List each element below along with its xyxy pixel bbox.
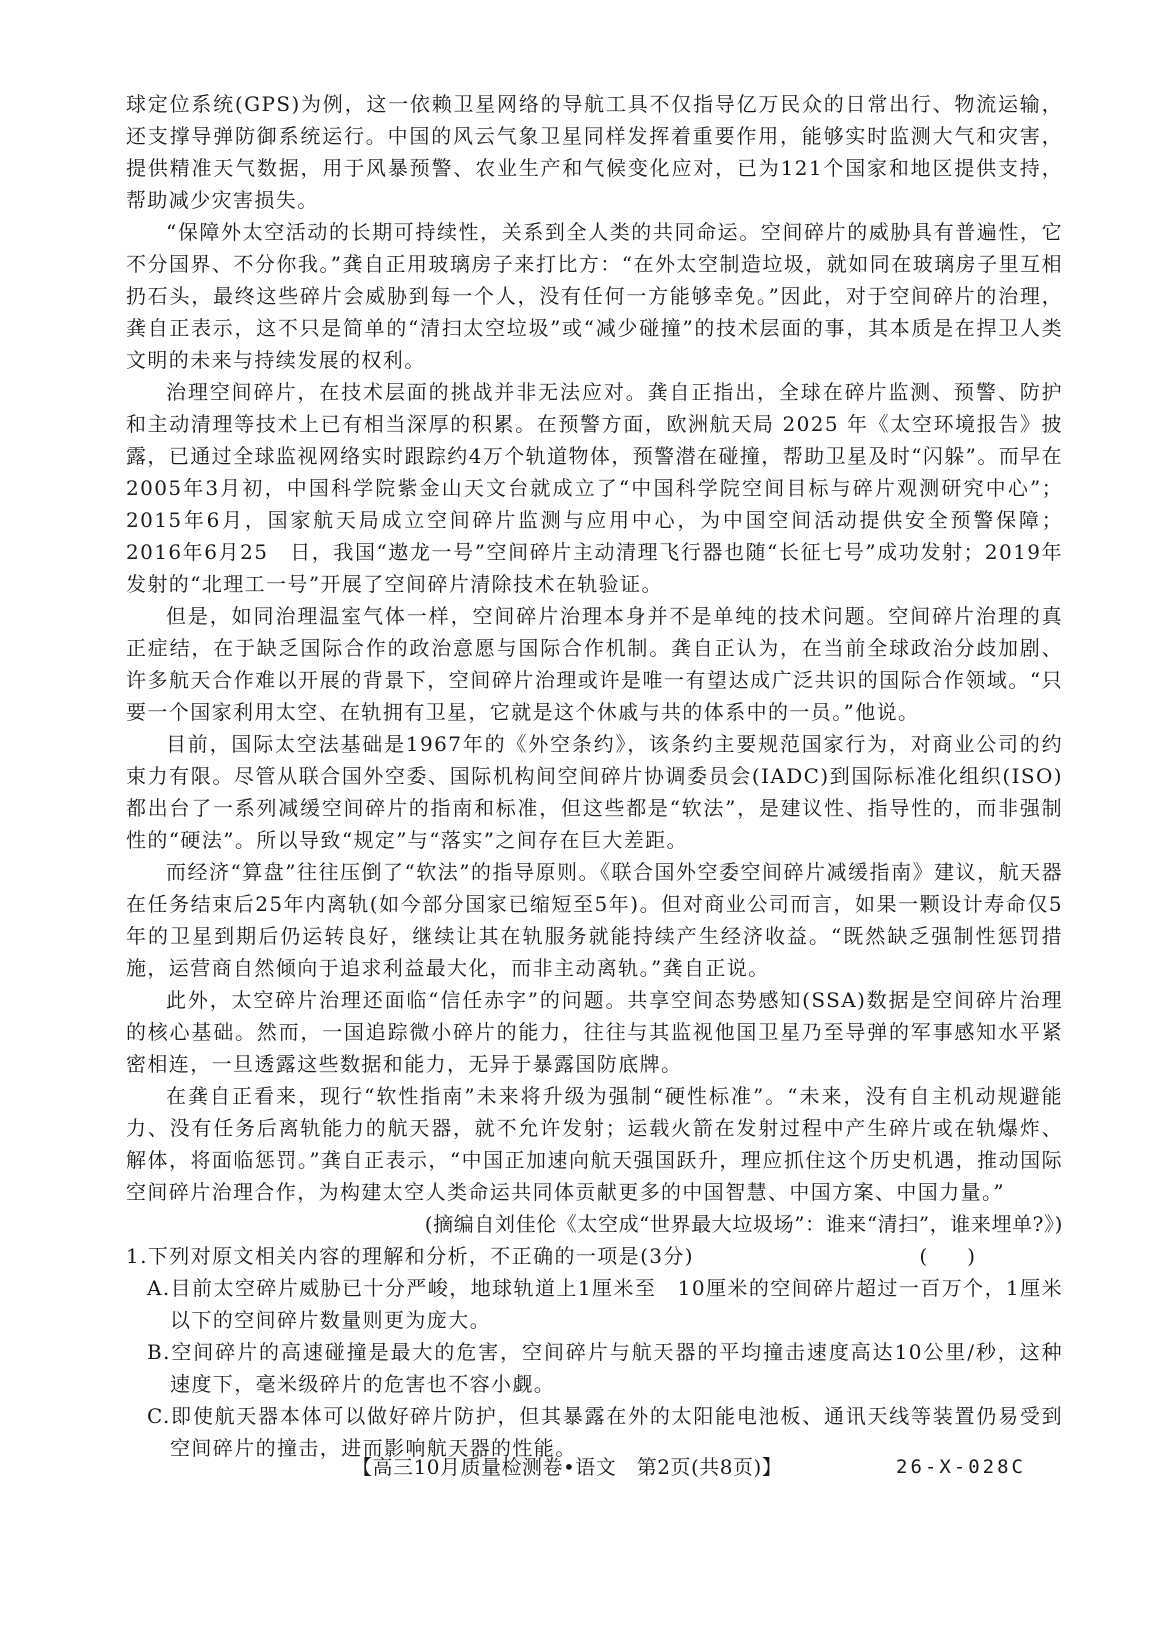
article-body	[126, 88, 1063, 1464]
option-a: A.目前太空碎片威胁已十分严峻，地球轨道上1厘米至 10厘米的空间碎片超过一百万个，1厘米以下的空间碎片数量则更为庞大。	[147, 1276, 1063, 1332]
paragraph-hard-standards: 在龚自正看来，现行“软性指南”未来将升级为强制“硬性标准”。“未来，没有自主机动规避能力、没有任务后离轨能力的航天器，就不允许发射；运载火箭在发射过程中产生碎片或在轨爆炸、解体，将面临惩罚。”龚自正表示，“中国正加速向航天强国跃升，理应抓住这个历史机遇，推动国际空间碎片治理合作，为构建太空人类命运共同体贡献更多的中国智慧、中国方案、中国力量。”	[126, 1084, 1063, 1204]
exam-title: 【高三10月质量检测卷•语文 第2页(共8页)】	[352, 1455, 783, 1479]
paragraph-space-law: 目前，国际太空法基础是1967年的《外空条约》，该条约主要规范国家行为，对商业公司的约束力有限。尽管从联合国外空委、国际机构间空间碎片协调委员会(IADC)到国际标准化组织(ISO)都出台了一系列减缓空间碎片的指南和标准，但这些都是“软法”，是建议性、指导性的，而非强制性的“硬法”。所以导致“规定”与“落实”之间存在巨大差距。	[126, 732, 1063, 852]
exam-code: 26-X-028C	[896, 1456, 1026, 1478]
answer-blank: ( )	[919, 1244, 975, 1268]
paragraph-trust-deficit: 此外，太空碎片治理还面临“信任赤字”的问题。共享空间态势感知(SSA)数据是空间碎片治理的核心基础。然而，一国追踪微小碎片的能力，往往与其监视他国卫星乃至导弹的军事感知水平紧密相连，一旦透露这些数据和能力，无异于暴露国防底牌。	[126, 988, 1063, 1076]
paragraph-gps-continuation: 球定位系统(GPS)为例，这一依赖卫星网络的导航工具不仅指导亿万民众的日常出行、物流运输，还支撑导弹防御系统运行。中国的风云气象卫星同样发挥着重要作用，能够实时监测大气和灾害，提供精准天气数据，用于风暴预警、农业生产和气候变化应对，已为121个国家和地区提供支持，帮助减少灾害损失。	[126, 92, 1063, 212]
paragraph-economic-calculation: 而经济“算盘”往往压倒了“软法”的指导原则。《联合国外空委空间碎片减缓指南》建议，航天器在任务结束后25年内离轨(如今部分国家已缩短至5年)。但对商业公司而言，如果一颗设计寿命仅5年的卫星到期后仍运转良好，继续让其在轨服务就能持续产生经济收益。“既然缺乏强制性惩罚措施，运营商自然倾向于追求利益最大化，而非主动离轨。”龚自正说。	[126, 860, 1063, 980]
question-stem: 1.下列对原文相关内容的理解和分析，不正确的一项是(3分)	[126, 1244, 695, 1268]
article-source-citation: (摘编自刘佳伦《太空成“世界最大垃圾场”：谁来“清扫”，谁来埋单?》)	[424, 1212, 1063, 1236]
paragraph-international-cooperation: 但是，如同治理温室气体一样，空间碎片治理本身并不是单纯的技术问题。空间碎片治理的真正症结，在于缺乏国际合作的政治意愿与国际合作机制。龚自正认为，在当前全球政治分歧加剧、许多航天合作难以开展的背景下，空间碎片治理或许是唯一有望达成广泛共识的国际合作领域。“只要一个国家利用太空、在轨拥有卫星，它就是这个休戚与共的体系中的一员。”他说。	[126, 604, 1063, 724]
question-1	[126, 1240, 1063, 1272]
paragraph-glass-house: “保障外太空活动的长期可持续性，关系到全人类的共同命运。空间碎片的威胁具有普遍性，它不分国界、不分你我。”龚自正用玻璃房子来打比方：“在外太空制造垃圾，就如同在玻璃房子里互相扔石头，最终这些碎片会威胁到每一个人，没有任何一方能够幸免。”因此，对于空间碎片的治理，龚自正表示，这不只是简单的“清扫太空垃圾”或“减少碰撞”的技术层面的事，其本质是在捍卫人类文明的未来与持续发展的权利。	[126, 220, 1063, 372]
option-c: C.即使航天器本体可以做好碎片防护，但其暴露在外的太阳能电池板、通讯天线等装置仍易受到空间碎片的撞击，进而影响航天器的性能。	[147, 1404, 1063, 1460]
option-b: B.空间碎片的高速碰撞是最大的危害，空间碎片与航天器的平均撞击速度高达10公里/秒，这种速度下，毫米级碎片的危害也不容小觑。	[147, 1340, 1063, 1396]
paragraph-technical-governance: 治理空间碎片，在技术层面的挑战并非无法应对。龚自正指出，全球在碎片监测、预警、防护和主动清理等技术上已有相当深厚的积累。在预警方面，欧洲航天局 2025 年《太空环境报告》披露，已通过全球监视网络实时跟踪约4万个轨道物体，预警潜在碰撞，帮助卫星及时“闪躲”。而早在2005年3月初，中国科学院紫金山天文台就成立了“中国科学院空间目标与碎片观测研究中心”；2015年6月，国家航天局成立空间碎片监测与应用中心，为中国空间活动提供安全预警保障；2016年6月25 日，我国“遨龙一号”空间碎片主动清理飞行器也随“长征七号”成功发射；2019年发射的“北理工一号”开展了空间碎片清除技术在轨验证。	[126, 380, 1063, 596]
